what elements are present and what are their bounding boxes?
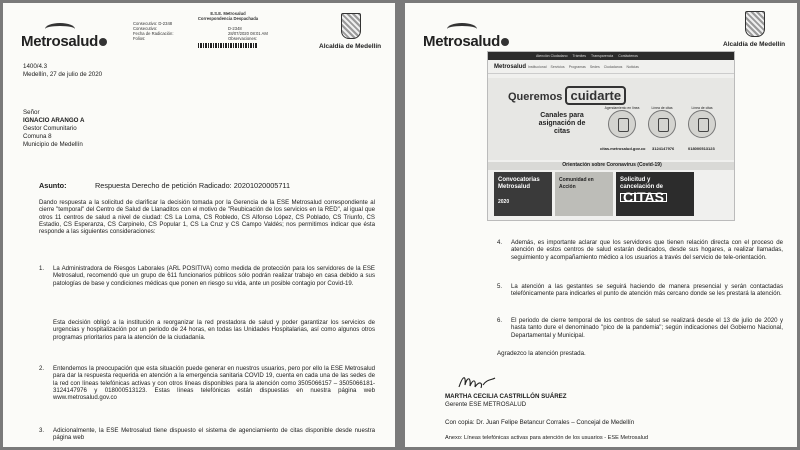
circle-caption: Agendamiento en línea — [604, 106, 640, 110]
website-screenshot — [487, 51, 735, 221]
promo-cards — [494, 172, 694, 216]
asunto-text: Respuesta Derecho de petición Radicado: 20201020005711 — [95, 181, 290, 190]
card-line: cancelación de — [620, 184, 664, 190]
contact-phone: 018000513123 — [688, 146, 715, 151]
logo-text: Metrosalud — [21, 33, 99, 50]
hero-subtitle: Canales para asignación de citas — [538, 112, 586, 135]
list-item — [39, 319, 375, 341]
metrosalud-logo — [423, 33, 509, 50]
stamp-header-1: E.S.E. Metrosalud — [210, 11, 246, 16]
list-item — [39, 265, 375, 287]
web-sub-item: Institucional — [528, 64, 547, 69]
item-text: El periodo de cierre temporal de los centros de salud se realizará desde el 13 de julio de 2020 y hasta tanto dure el denominado "pico de la pandemia"; según indicaciones del Gobierno Nacional, Departamental y Municipal. — [511, 317, 783, 339]
anexo-line — [445, 435, 648, 442]
card-title: Comunidad en Acción — [559, 177, 594, 190]
web-sub-item: Sedes — [589, 64, 600, 69]
web-sub-item: Servicios — [550, 64, 565, 69]
signer-name: MARTHA CECILIA CASTRILLÓN SUÁREZ — [445, 393, 567, 400]
hero-title — [508, 86, 626, 105]
intro-paragraph: Dando respuesta a la solicitud de clarificar la decisión tomada por la Gerencia de la ESE Metrosalud correspondiente al cierre "temporal" del Centro de Salud de Llanaditos con el motivo de "Reubicación de los servicios en la RED", al igual que otros 11 centros de salud a nivel de ciudad: CS La Loma, CS Robledo, CS Alfonso López, CS Poblado, CS Triunfo, CS Estadio, CS Esperanza, CS Carpinelo, CS Popular 1, CS La Cruz y CS Campo Valdés; nos permitimos indicar que ésta responde a las siguientes consideraciones: — [39, 199, 375, 236]
alcaldia-label: Alcaldía de Medellín — [723, 41, 786, 48]
card-line: Solicitud y — [620, 177, 651, 183]
stamp-cell: D-2348 — [228, 26, 242, 32]
list-item — [39, 365, 375, 401]
web-sub-item: Ciudadanos — [603, 64, 623, 69]
barcode — [198, 43, 258, 48]
anexo-label: Anexo: — [445, 435, 463, 441]
asunto-label: Asunto: — [39, 181, 67, 190]
stamp-cell: Observaciones: — [228, 36, 258, 42]
handwritten-signature — [457, 373, 497, 391]
item-text: Adicionalmente, la ESE Metrosalud tiene dispuesto el sistema de agenciamiento de citas disponible desde nuestra página web — [53, 427, 375, 442]
item-text: Entendemos la preocupación que esta situación puede generar en nuestros usuarios, pero por ello la ESE Metrosalud para dar la respuesta requerida en atención a la emergencia sanitaria COVID 19, cuenta en cada una de las sedes de la red con líneas telefónicas activas y con otros líneas disponibles para la atención como 3505066157 – 3505066181- 3124147976 y 018000513123. Estas líneas telefónicas están dispuestas en nuestra página web www.metrosalud.gov.co — [53, 365, 375, 402]
item-number: 1. — [39, 265, 45, 272]
recipient-line: Gestor Comunitario — [23, 125, 77, 132]
web-nav-item: Atención Ciudadano — [536, 54, 568, 58]
recipient-line: Municipio de Medellín — [23, 141, 83, 148]
item-number: 4. — [497, 239, 503, 246]
metrosalud-logo — [21, 33, 107, 50]
signer-title: Gerente ESE METROSALUD — [445, 401, 527, 408]
list-item — [497, 239, 783, 261]
item-text: La Administradora de Riesgos Laborales (ARL POSITIVA) como medida de protección para los servidores de la ESE Metrosalud, recomendó que un grupo de 611 funcionarios públicos sólo podrán realizar trabajo en casa debido a sus patologías de base y condiciones médicas que ponen en riesgo su vida, ante un posible contagio por Covid-19. — [53, 265, 375, 287]
card-year: 2020 — [498, 199, 510, 205]
promo-card — [494, 172, 552, 216]
circle-caption: Línea de citas — [691, 106, 713, 110]
salutation: Señor — [23, 109, 40, 116]
closing-line: Agradezco la atención prestada. — [497, 350, 586, 357]
item-number: 2. — [39, 365, 45, 372]
item-text: Además, es importante aclarar que los servidores que tienen relación directa con el proceso de atención de estos centros de salud estarán dedicados, desde sus hogares, a realizar llamadas, seguimiento y acompañamiento médico a los usuarios a través del servicio de tele-orientación. — [511, 239, 783, 261]
hero-big-word: cuidarte — [565, 86, 626, 105]
hero-prefix: Queremos — [508, 91, 563, 103]
item-number — [39, 319, 53, 341]
stamp-row — [133, 36, 323, 41]
item-number: 6. — [497, 317, 503, 324]
item-text: Esta decisión obligó a la institución a reorganizar la red prestadora de salud y poder garantizar los servicios de urgencias y hospitalización por un periodo de 24 horas, en todas las Unidades Hospitalarias, así como algunos otros programas prioritarios para la atención de la ciudadanía. — [53, 319, 375, 341]
item-text: La atención a las gestantes se seguirá haciendo de manera presencial y serán contactadas telefónicamente para indicarles el punto de atención más cercano donde se les prestará la atención. — [511, 283, 783, 298]
phone-icon — [688, 110, 716, 138]
web-nav — [488, 52, 734, 60]
alcaldia-crest-icon — [745, 11, 765, 37]
cc-line: Con copia: Dr. Juan Felipe Betancur Corrales – Concejal de Medellín — [445, 419, 635, 426]
logo-text: Metrosalud — [423, 33, 501, 50]
card-big-word: CITAS — [620, 193, 667, 202]
orientation-banner: Orientación sobre Coronavirus (Covid-19) — [488, 162, 735, 170]
hero-banner — [488, 78, 735, 160]
web-sub-item: Noticias — [626, 64, 639, 69]
letter-page-1 — [3, 3, 395, 447]
date-line: Medellín, 27 de julio de 2020 — [23, 71, 103, 78]
alcaldia-label: Alcaldía de Medellín — [319, 43, 382, 50]
item-number: 3. — [39, 427, 45, 434]
card-title: Convocatorias Metrosalud — [498, 177, 540, 190]
laptop-icon — [608, 110, 636, 138]
list-item — [39, 427, 375, 442]
web-nav-item: Contáctenos — [618, 54, 638, 58]
circle-caption: Línea de citas — [651, 106, 673, 110]
letter-page-2 — [405, 3, 797, 447]
list-item — [497, 283, 783, 298]
radication-stamp — [133, 11, 323, 48]
stamp-cell: Consecutivo: — [133, 26, 158, 32]
recipient-line: Comuna 8 — [23, 133, 52, 140]
contact-phone: 3124147976 — [652, 146, 675, 151]
phone-icon — [648, 110, 676, 138]
web-logo: Metrosalud — [494, 64, 527, 70]
contact-url: citas.metrosalud.gov.co — [600, 146, 646, 151]
stamp-cell: Consecutivo: D-2348 — [133, 21, 173, 27]
web-sub-item: Programas — [568, 64, 586, 69]
stamp-cell: 28/07/2020 08:01 AM — [228, 31, 268, 37]
stamp-header-2: Correspondencia Despachada — [197, 16, 259, 22]
recipient-name: IGNACIO ARANGO A — [23, 117, 85, 124]
web-nav-item: Transparencia — [591, 54, 614, 58]
stamp-cell: Fecha de Radicación: — [133, 31, 174, 37]
anexo-text: Líneas telefónicas activas para atención de los usuarios - ESE Metrosalud — [463, 435, 649, 441]
stamp-cell: Folios: — [133, 36, 146, 42]
list-item — [497, 317, 783, 339]
reference-code: 1400/4.3 — [23, 63, 48, 70]
promo-card — [616, 172, 694, 216]
alcaldia-crest-icon — [341, 13, 361, 39]
item-number: 5. — [497, 283, 503, 290]
promo-card — [555, 172, 613, 216]
web-nav-item: Trámites — [572, 54, 587, 58]
